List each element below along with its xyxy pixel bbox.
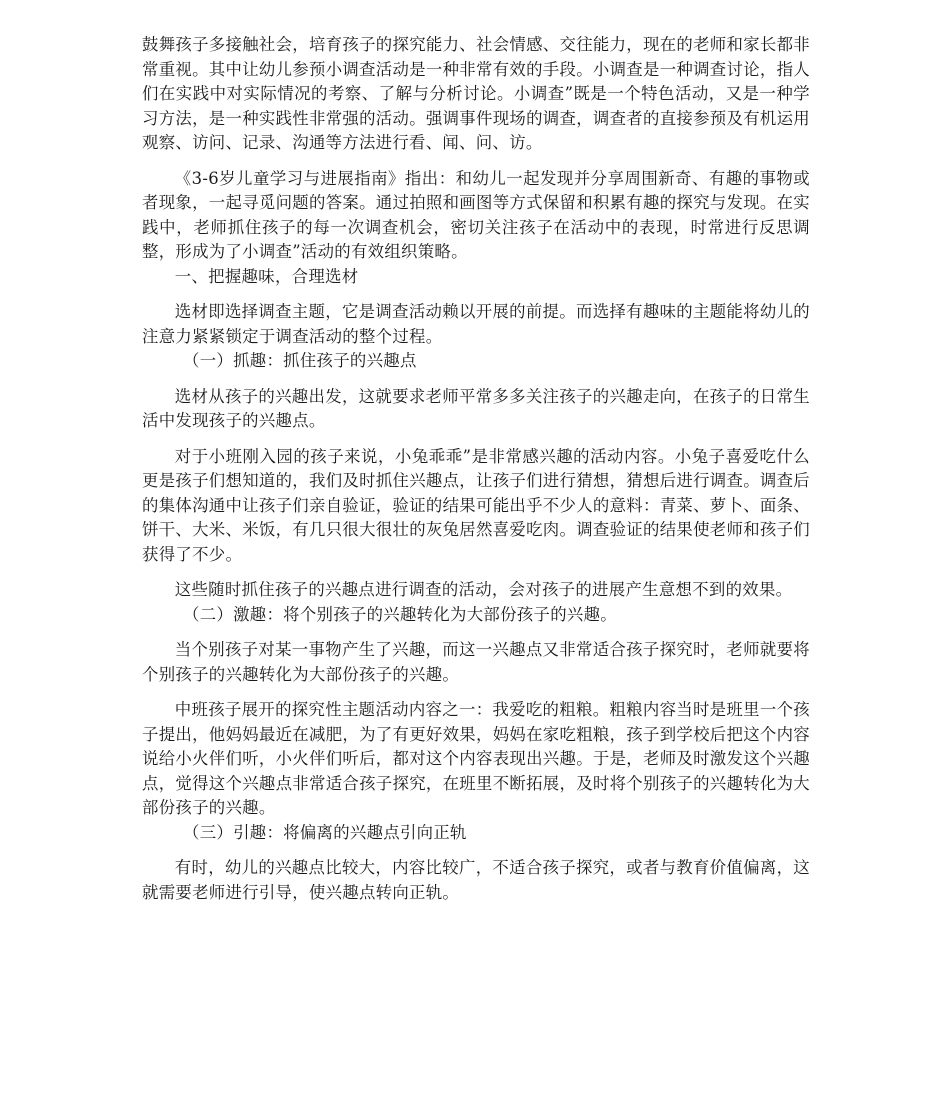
section-heading-1: 一、把握趣味，合理选材 <box>174 266 359 286</box>
paragraph-individual-interest: 当个别孩子对某一事物产生了兴趣，而这一兴趣点又非常适合孩子探究时，老师就要将个别孩子的兴趣转化为大部份孩子的兴趣。 <box>142 640 810 684</box>
paragraph-interest-origin: 选材从孩子的兴趣出发，这就要求老师平常多多关注孩子的兴趣走向，在孩子的日常生活中发现孩子的兴趣点。 <box>142 386 810 430</box>
paragraph-rabbit-example: 对于小班刚入园的孩子来说，小兔乖乖”是非常感兴趣的活动内容。小兔子喜爱吃什么更是孩子们想知道的，我们及时抓住兴趣点，让孩子们进行猜想，猜想后进行调查。调查后的集体沟通中让孩子们亲自验证，验证的结果可能出乎不少人的意料：青菜、萝卜、面条、饼干、大米、米饭，有几只很大很壮的灰兔居然喜爱吃肉。调查验证的结果使老师和孩子们获得了不少。 <box>142 446 810 564</box>
paragraph-redirect-interest: 有时，幼儿的兴趣点比较大，内容比较广，不适合孩子探究，或者与教育价值偏离，这就需要老师进行引导，使兴趣点转向正轨。 <box>142 858 810 902</box>
document-page <box>142 0 810 905</box>
paragraph-guide-quote: 《3-6岁儿童学习与进展指南》指出：和幼儿一起发现并分享周围新奇、有趣的事物或者现象，一起寻觅问题的答案。通过拍照和画图等方式保留和积累有趣的探究与发现。在实践中，老师抓住孩子的每一次调查机会，密切关注孩子在活动中的表现，时常进行反思调整，形成为了小调查”活动的有效组织策略。 <box>142 168 810 261</box>
subheading-grab-interest: （一）抓趣：抓住孩子的兴趣点 <box>183 351 417 370</box>
paragraph-intro: 鼓舞孩子多接触社会，培育孩子的探究能力、社会情感、交往能力，现在的老师和家长都非常重视。其中让幼儿参预小调查活动是一种非常有效的手段。小调查是一种调查讨论，指人们在实践中对实际情况的考察、了解与分析讨论。小调查”既是一个特色活动，又是一种学习方法，是一种实践性非常强的活动。强调事件现场的调查，调查者的直接参预及有机运用观察、访问、记录、沟通等方法进行看、闻、问、访。 <box>142 35 810 152</box>
paragraph-coarse-grain-example: 中班孩子展开的探究性主题活动内容之一：我爱吃的粗粮。粗粮内容当时是班里一个孩子提出，他妈妈最近在减肥，为了有更好效果，妈妈在家吃粗粮，孩子到学校后把这个内容说给小火伴们听，小火伴们听后，都对这个内容表现出兴趣。于是，老师及时激发这个兴趣点，觉得这个兴趣点非常适合孩子探究，在班里不断拓展，及时将个别孩子的兴趣转化为大部份孩子的兴趣。 <box>142 700 810 817</box>
paragraph-select-topic: 选材即选择调查主题，它是调查活动赖以开展的前提。而选择有趣味的主题能将幼儿的注意力紧紧锁定于调查活动的整个过程。 <box>142 302 810 346</box>
paragraph-unexpected-effect: 这些随时抓住孩子的兴趣点进行调查的活动，会对孩子的进展产生意想不到的效果。 <box>174 580 793 599</box>
subheading-guide-interest: （三）引趣：将偏离的兴趣点引向正轨 <box>183 822 467 842</box>
subheading-stimulate-interest: （二）激趣：将个别孩子的兴趣转化为大部份孩子的兴趣。 <box>183 604 617 624</box>
